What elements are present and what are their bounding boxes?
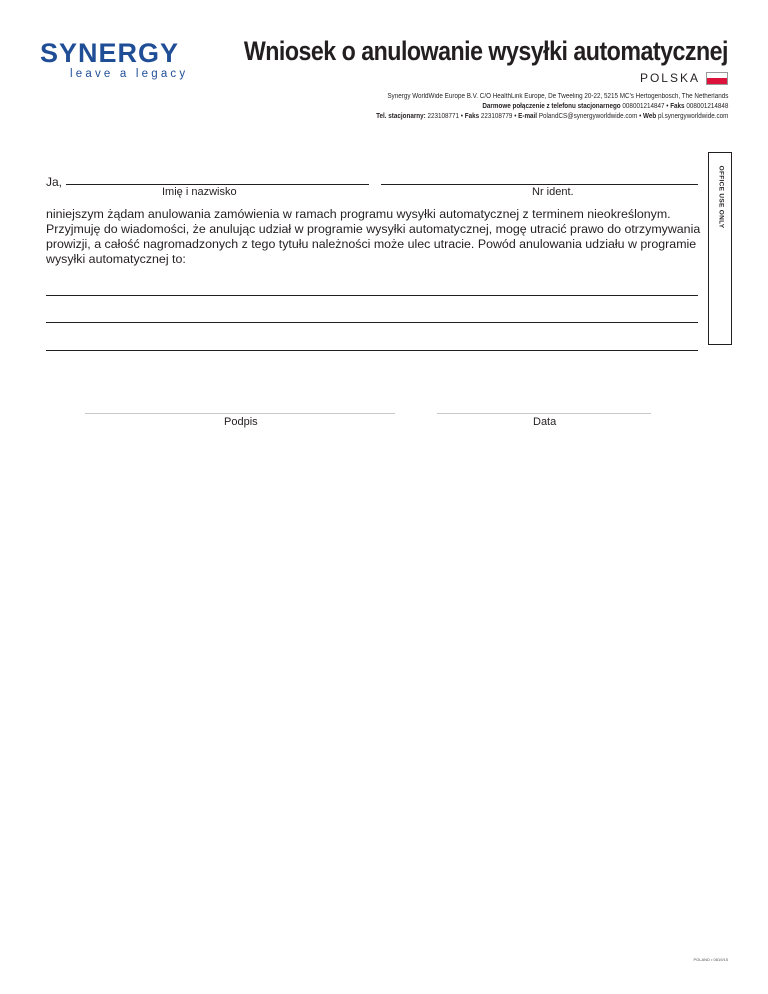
- email-link[interactable]: PolandCS@synergyworldwide.com: [538, 113, 637, 120]
- office-use-only-label: OFFICE USE ONLY: [717, 165, 725, 229]
- contact-info: [376, 92, 728, 122]
- id-number-field-label: Nr ident.: [532, 186, 574, 198]
- office-use-only-box: [708, 152, 732, 345]
- contact-freephone: Darmowe połączenie z telefonu stacjonarnego 008001214847 • Faks 008001214848: [482, 103, 728, 110]
- synergy-logo: [40, 40, 225, 85]
- logo-wordmark: SYNERGY: [40, 40, 180, 68]
- country-label: POLSKA: [639, 71, 700, 85]
- date-field[interactable]: [437, 413, 651, 414]
- name-field-label: Imię i nazwisko: [162, 186, 237, 198]
- reason-line-3[interactable]: [46, 350, 698, 351]
- contact-landline: Tel. stacjonarny: 223108771 • Faks 223108779 • E-mail PolandCS@synergyworldwide.com • Web pl.synergyworldwide.com: [375, 113, 728, 120]
- country-row: [640, 71, 728, 85]
- declaration-text: niniejszym żądam anulowania zamówienia w ramach programu wysyłki automatycznej z terminem nieokreślonym. Przyjmuję do wiadomości, że anulując udział w programie wysyłki automatycznej, mogę utracić prawo do otrzymywania prowizji, a całość nagromadzonych z tego tytułu należności może ulec utracie. Powód anulowania udziału w programie wysyłki automatycznej to:: [46, 207, 701, 266]
- page-title: Wniosek o anulowanie wysyłki automatycznej: [243, 36, 728, 66]
- web-link[interactable]: pl.synergyworldwide.com: [657, 113, 728, 120]
- signature-field[interactable]: [85, 413, 395, 414]
- contact-address: Synergy WorldWide Europe B.V. C/O HealthLink Europe, De Tweeling 20-22, 5215 MC's Hertogenbosch, The Netherlands: [386, 93, 728, 100]
- date-label: Data: [533, 416, 557, 428]
- reason-line-2[interactable]: [46, 322, 698, 323]
- poland-flag-icon: [706, 72, 728, 85]
- name-field[interactable]: [66, 184, 369, 185]
- document-code: POLAND • 0819/15: [693, 957, 728, 962]
- signature-label: Podpis: [224, 416, 258, 428]
- reason-line-1[interactable]: [46, 295, 698, 296]
- id-number-field[interactable]: [381, 184, 698, 185]
- logo-tagline: leave a legacy: [70, 68, 189, 80]
- ja-label: Ja,: [46, 175, 63, 189]
